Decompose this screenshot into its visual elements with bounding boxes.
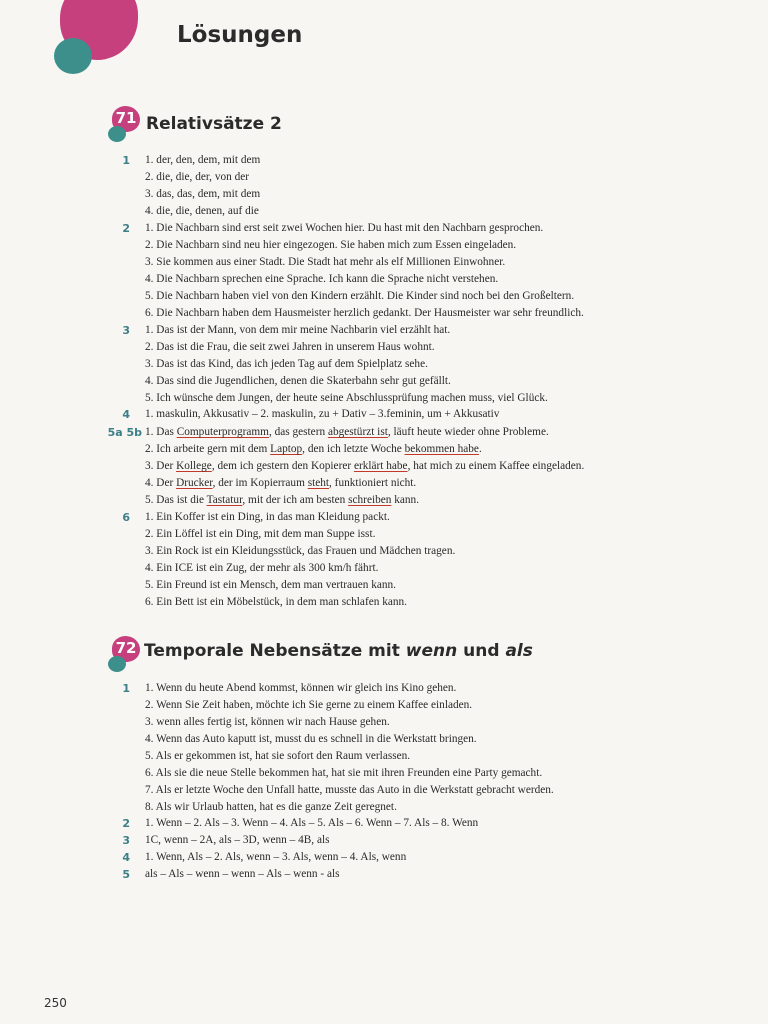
answer-text: 4. Wenn das Auto kaputt ist, musst du es schnell in die Werkstatt bringen. xyxy=(145,733,477,745)
answer-list xyxy=(145,152,260,220)
exercise-number: 1 xyxy=(122,154,130,167)
exercise-number: 4 xyxy=(122,408,130,421)
answer-text: , das gestern xyxy=(268,426,328,438)
answer-line xyxy=(145,288,584,305)
exercise-number: 6 xyxy=(122,511,130,524)
exercise-number: 3 xyxy=(122,834,130,847)
section-title-part: wenn xyxy=(405,641,458,661)
answer-text: , funktioniert nicht. xyxy=(329,477,417,489)
answer-line xyxy=(145,458,584,475)
section-title xyxy=(146,114,282,134)
answer-text: , mit der ich am besten xyxy=(242,494,349,506)
answer-line xyxy=(145,765,554,782)
answer-line xyxy=(145,406,499,423)
answer-list xyxy=(145,815,478,832)
answer-line xyxy=(145,543,455,560)
answer-line xyxy=(145,271,584,288)
answer-line xyxy=(145,152,260,169)
section-title-part: Relativsätze 2 xyxy=(146,114,282,134)
answer-line xyxy=(145,373,548,390)
answer-text: 1. Ein Koffer ist ein Ding, in das man Kleidung packt. xyxy=(145,511,390,523)
answer-text: 1. Wenn du heute Abend kommst, können wir gleich ins Kino gehen. xyxy=(145,682,457,694)
answer-list xyxy=(145,322,548,407)
answer-line xyxy=(145,799,554,816)
answer-line xyxy=(145,492,584,509)
answer-text: 6. Ein Bett ist ein Möbelstück, in dem man schlafen kann. xyxy=(145,596,407,608)
section-number-badge xyxy=(108,636,138,666)
answer-text: 1. Wenn, Als – 2. Als, wenn – 3. Als, wenn – 4. Als, wenn xyxy=(145,851,407,863)
answer-list xyxy=(145,866,340,883)
answer-line xyxy=(145,849,406,866)
answer-text: 5. Ein Freund ist ein Mensch, dem man vertrauen kann. xyxy=(145,579,396,591)
exercise-number: 2 xyxy=(122,817,130,830)
answer-line xyxy=(145,577,455,594)
answer-text: 4. Der xyxy=(145,477,177,489)
answer-line xyxy=(145,203,260,220)
section-number: 72 xyxy=(115,639,137,657)
decorative-blob-teal xyxy=(54,38,92,74)
answer-text: 8. Als wir Urlaub hatten, hat es die ganze Zeit geregnet. xyxy=(145,801,397,813)
answer-text: 2. Wenn Sie Zeit haben, möchte ich Sie gerne zu einem Kaffee einladen. xyxy=(145,699,473,711)
exercise-number: 1 xyxy=(122,682,130,695)
underlined-answer: steht xyxy=(307,477,330,489)
underlined-answer: Kollege xyxy=(176,460,212,472)
answer-line xyxy=(145,509,455,526)
answer-list xyxy=(145,406,499,423)
exercise-number: 4 xyxy=(122,851,130,864)
answer-line xyxy=(145,697,554,714)
answer-line xyxy=(145,356,548,373)
answer-text: 2. die, die, der, von der xyxy=(145,171,250,183)
underlined-answer: bekommen habe xyxy=(404,443,479,455)
answer-text: 1. maskulin, Akkusativ – 2. maskulin, zu + Dativ – 3.feminin, um + Akkusativ xyxy=(145,408,500,420)
page-title: Lösungen xyxy=(177,22,303,48)
section-number-badge xyxy=(108,106,138,136)
answer-text: , den ich letzte Woche xyxy=(302,443,405,455)
answer-text: 1C, wenn – 2A, als – 3D, wenn – 4B, als xyxy=(145,834,330,846)
answer-text: 3. Das ist das Kind, das ich jeden Tag auf dem Spielplatz sehe. xyxy=(145,358,428,370)
answer-text: 3. wenn alles fertig ist, können wir nach Hause gehen. xyxy=(145,716,390,728)
answer-line xyxy=(145,390,548,407)
answer-text: 6. Die Nachbarn haben dem Hausmeister herzlich gedankt. Der Hausmeister war sehr freundlich. xyxy=(145,307,584,319)
underlined-answer: schreiben xyxy=(348,494,392,506)
answer-line xyxy=(145,526,455,543)
answer-list xyxy=(145,680,554,816)
answer-text: 4. Die Nachbarn sprechen eine Sprache. Ich kann die Sprache nicht verstehen. xyxy=(145,273,499,285)
answer-list xyxy=(145,832,330,849)
answer-text: kann. xyxy=(391,494,420,506)
answer-line xyxy=(145,220,584,237)
answer-line xyxy=(145,594,455,611)
answer-list xyxy=(145,424,584,509)
answer-line xyxy=(145,748,554,765)
answer-line xyxy=(145,782,554,799)
answer-text: 3. Der xyxy=(145,460,177,472)
answer-text: , läuft heute wieder ohne Probleme. xyxy=(387,426,549,438)
exercise-number: 5a 5b xyxy=(107,426,142,439)
answer-text: 5. Das ist die xyxy=(145,494,207,506)
answer-text: 1. der, den, dem, mit dem xyxy=(145,154,261,166)
answer-text: 4. Das sind die Jugendlichen, denen die Skaterbahn sehr gut gefällt. xyxy=(145,375,451,387)
exercise-number: 5 xyxy=(122,868,130,881)
answer-line xyxy=(145,714,554,731)
answer-line xyxy=(145,186,260,203)
underlined-answer: Laptop xyxy=(270,443,303,455)
answer-text: 1. Wenn – 2. Als – 3. Wenn – 4. Als – 5. Als – 6. Wenn – 7. Als – 8. Wenn xyxy=(145,817,479,829)
answer-text: 2. Ich arbeite gern mit dem xyxy=(145,443,271,455)
answer-line xyxy=(145,475,584,492)
answer-text: 5. Die Nachbarn haben viel von den Kindern erzählt. Die Kinder sind noch bei den Großeltern. xyxy=(145,290,575,302)
answer-line xyxy=(145,441,584,458)
section-title-part: Temporale Nebensätze mit xyxy=(144,641,406,661)
answer-line xyxy=(145,237,584,254)
answer-line xyxy=(145,254,584,271)
answer-text: 1. Die Nachbarn sind erst seit zwei Wochen hier. Du hast mit den Nachbarn gesprochen. xyxy=(145,222,544,234)
exercise-number: 2 xyxy=(122,222,130,235)
answer-text: 4. Ein ICE ist ein Zug, der mehr als 300 km/h fährt. xyxy=(145,562,379,574)
answer-list xyxy=(145,220,584,322)
answer-text: 3. das, das, dem, mit dem xyxy=(145,188,261,200)
answer-line xyxy=(145,866,340,883)
section-number: 71 xyxy=(115,109,137,127)
answer-line xyxy=(145,322,548,339)
answer-text: 4. die, die, denen, auf die xyxy=(145,205,259,217)
answer-line xyxy=(145,560,455,577)
section-title-part: als xyxy=(505,641,533,661)
answer-line xyxy=(145,815,478,832)
underlined-answer: Drucker xyxy=(176,477,213,489)
page-number: 250 xyxy=(44,996,67,1010)
answer-line xyxy=(145,680,554,697)
answer-line xyxy=(145,424,584,441)
section-title xyxy=(144,641,533,661)
answer-text: 2. Die Nachbarn sind neu hier eingezogen. Sie haben mich zum Essen eingeladen. xyxy=(145,239,517,251)
answer-text: 5. Als er gekommen ist, hat sie sofort den Raum verlassen. xyxy=(145,750,411,762)
underlined-answer: Computerprogramm xyxy=(176,426,269,438)
answer-text: 1. Das ist der Mann, von dem mir meine Nachbarin viel erzählt hat. xyxy=(145,324,451,336)
underlined-answer: Tastatur xyxy=(206,494,243,506)
underlined-answer: erklärt habe xyxy=(353,460,408,472)
answer-text: 2. Ein Löffel ist ein Ding, mit dem man Suppe isst. xyxy=(145,528,376,540)
answer-text: 3. Sie kommen aus einer Stadt. Die Stadt hat mehr als elf Millionen Einwohner. xyxy=(145,256,506,268)
answer-text: , hat mich zu einem Kaffee eingeladen. xyxy=(407,460,585,472)
answer-list xyxy=(145,509,455,611)
answer-text: 3. Ein Rock ist ein Kleidungsstück, das Frauen und Mädchen tragen. xyxy=(145,545,456,557)
answer-text: . xyxy=(478,443,482,455)
answer-list xyxy=(145,849,406,866)
answer-line xyxy=(145,305,584,322)
answer-line xyxy=(145,339,548,356)
answer-text: , dem ich gestern den Kopierer xyxy=(211,460,354,472)
answer-line xyxy=(145,832,330,849)
answer-line xyxy=(145,731,554,748)
answer-text: 6. Als sie die neue Stelle bekommen hat, hat sie mit ihren Freunden eine Party gemacht. xyxy=(145,767,543,779)
answer-text: 7. Als er letzte Woche den Unfall hatte, musste das Auto in die Werkstatt gebracht werden. xyxy=(145,784,554,796)
answer-text: 2. Das ist die Frau, die seit zwei Jahren in unserem Haus wohnt. xyxy=(145,341,435,353)
answer-text: 1. Das xyxy=(145,426,177,438)
section-title-part: und xyxy=(457,641,506,661)
exercise-number: 3 xyxy=(122,324,130,337)
answer-text: 5. Ich wünsche dem Jungen, der heute seine Abschlussprüfung machen muss, viel Glück. xyxy=(145,392,548,404)
answer-text: als – Als – wenn – wenn – Als – wenn - als xyxy=(145,868,340,880)
answer-line xyxy=(145,169,260,186)
answer-text: , der im Kopierraum xyxy=(212,477,308,489)
underlined-answer: abgestürzt ist xyxy=(327,426,388,438)
